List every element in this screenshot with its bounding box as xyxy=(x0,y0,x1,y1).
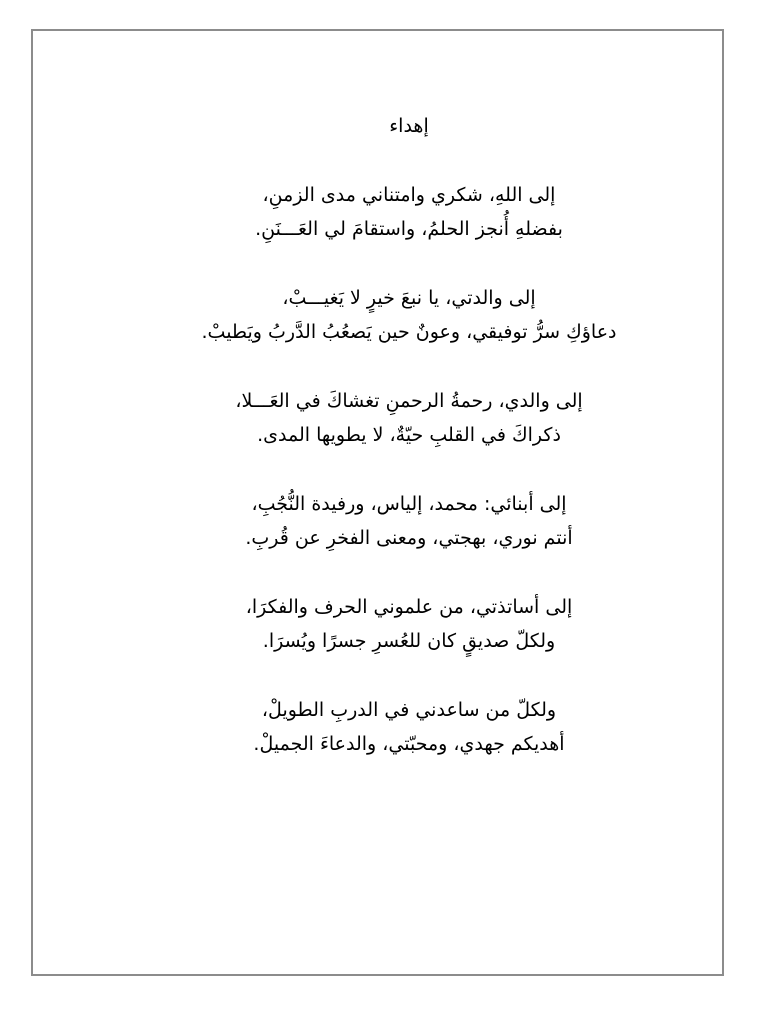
stanza-line: إلى اللهِ، شكري وامتناني مدى الزمنِ، xyxy=(262,184,556,206)
stanza-line: دعاؤكِ سرُّ توفيقي، وعونٌ حين يَصعُبُ الدَّربُ ويَطيبْ. xyxy=(201,321,617,343)
document-page xyxy=(31,29,724,976)
stanza-line: إلى والدتي، يا نبعَ خيرٍ لا يَغيـــبْ، xyxy=(282,287,536,309)
dedication-text xyxy=(183,109,635,761)
stanza-line: أهديكم جهدي، ومحبّتي، والدعاءَ الجميلْ. xyxy=(253,733,565,755)
stanza-line: إلى أبنائي: محمد، إلياس، ورفيدة النُّجُبِ، xyxy=(251,493,567,515)
page-title: إهداء xyxy=(389,115,429,137)
stanza-line: ولكلّ صديقٍ كان للعُسرِ جسرًا ويُسرَا. xyxy=(262,630,556,652)
stanza-line: ولكلّ من ساعدني في الدربِ الطويلْ، xyxy=(261,699,557,721)
stanza-god xyxy=(183,178,635,246)
stanza-children xyxy=(183,487,635,555)
stanza-line: بفضلهِ أُنجز الحلمُ، واستقامَ لي العَـــنَنِ. xyxy=(255,218,563,240)
stanza-line: أنتم نوري، بهجتي، ومعنى الفخرِ عن قُربِ. xyxy=(245,527,573,549)
stanza-father xyxy=(183,384,635,452)
stanza-helpers xyxy=(183,693,635,761)
stanza-line: إلى والدي، رحمةُ الرحمنِ تغشاكَ في العَـــلا، xyxy=(235,390,583,412)
stanza-mother xyxy=(183,281,635,349)
stanza-line: إلى أساتذتي، من علموني الحرف والفكرَا، xyxy=(245,596,573,618)
stanza-teachers xyxy=(183,590,635,658)
stanza-line: ذكراكَ في القلبِ حيّةٌ، لا يطويها المدى. xyxy=(257,424,561,446)
